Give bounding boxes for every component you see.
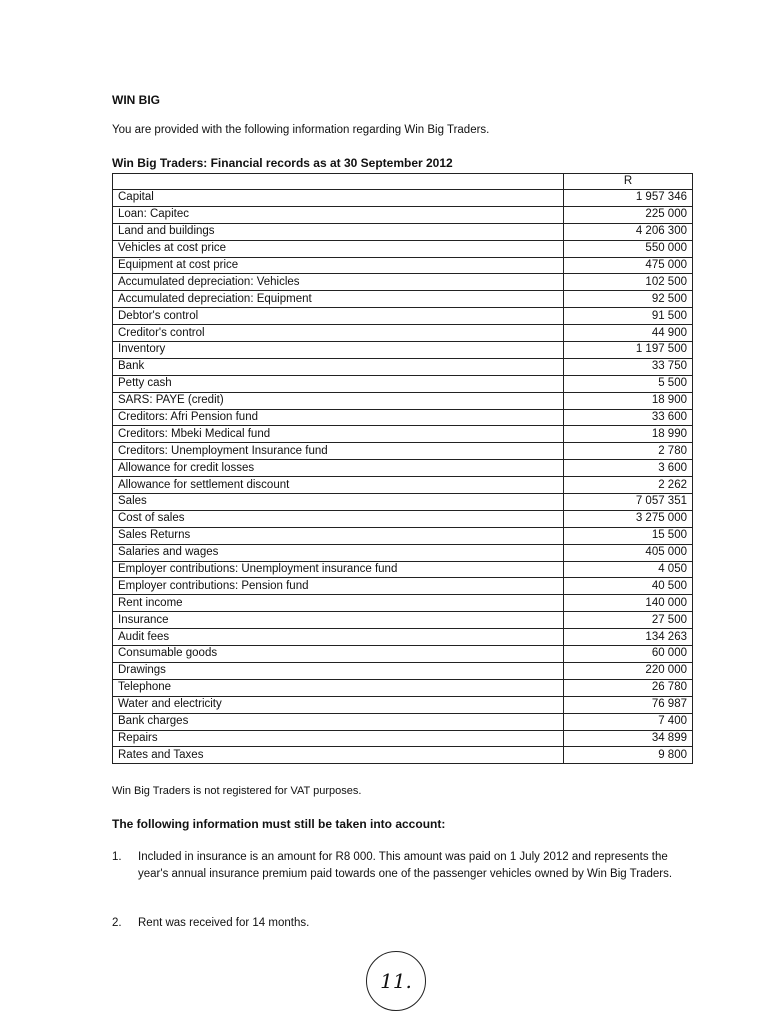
table-row — [113, 510, 693, 527]
table-row — [113, 375, 693, 392]
record-label: Drawings — [113, 662, 564, 679]
record-amount: 5 500 — [564, 375, 693, 392]
record-amount: 550 000 — [564, 240, 693, 257]
table-row — [113, 291, 693, 308]
record-label: Salaries and wages — [113, 544, 564, 561]
record-amount: 405 000 — [564, 544, 693, 561]
record-label: Accumulated depreciation: Vehicles — [113, 274, 564, 291]
table-row — [113, 325, 693, 342]
record-amount: 225 000 — [564, 206, 693, 223]
record-label: Land and buildings — [113, 223, 564, 240]
financial-records-table — [112, 173, 693, 764]
vat-note: Win Big Traders is not registered for VAT purposes. — [112, 785, 362, 797]
document-heading: WIN BIG — [112, 93, 160, 107]
record-amount: 220 000 — [564, 662, 693, 679]
record-amount: 27 500 — [564, 612, 693, 629]
table-row — [113, 409, 693, 426]
record-label: Accumulated depreciation: Equipment — [113, 291, 564, 308]
record-amount: 1 957 346 — [564, 190, 693, 207]
table-row — [113, 747, 693, 764]
table-header-row — [113, 174, 693, 190]
table-row — [113, 696, 693, 713]
table-row — [113, 629, 693, 646]
intro-text: You are provided with the following information regarding Win Big Traders. — [112, 124, 490, 136]
record-amount: 475 000 — [564, 257, 693, 274]
record-label: Consumable goods — [113, 646, 564, 663]
record-amount: 4 050 — [564, 561, 693, 578]
record-label: Sales — [113, 494, 564, 511]
table-row — [113, 257, 693, 274]
record-amount: 15 500 — [564, 527, 693, 544]
item-text: Included in insurance is an amount for R8 000. This amount was paid on 1 July 2012 and represents the year's annual insurance premium paid towards one of the passenger vehicles owned by Win Big Traders. — [138, 851, 673, 880]
record-label: Loan: Capitec — [113, 206, 564, 223]
page-number-circle: 11. — [366, 951, 426, 1011]
record-label: Petty cash — [113, 375, 564, 392]
record-label: Allowance for settlement discount — [113, 477, 564, 494]
table-row — [113, 527, 693, 544]
record-label: Bank — [113, 358, 564, 375]
table-row — [113, 561, 693, 578]
table-row — [113, 358, 693, 375]
record-amount: 33 750 — [564, 358, 693, 375]
record-amount: 26 780 — [564, 679, 693, 696]
table-row — [113, 679, 693, 696]
record-label: Capital — [113, 190, 564, 207]
table-row — [113, 190, 693, 207]
table-row — [113, 342, 693, 359]
record-amount: 18 990 — [564, 426, 693, 443]
table-row — [113, 662, 693, 679]
record-label: Bank charges — [113, 713, 564, 730]
record-label: Equipment at cost price — [113, 257, 564, 274]
table-row — [113, 477, 693, 494]
instructions-title: The following information must still be taken into account: — [112, 817, 446, 831]
table-row — [113, 392, 693, 409]
table-row — [113, 713, 693, 730]
record-amount: 3 600 — [564, 460, 693, 477]
record-label: Creditors: Afri Pension fund — [113, 409, 564, 426]
table-row — [113, 544, 693, 561]
record-label: Insurance — [113, 612, 564, 629]
currency-header: R — [564, 174, 693, 190]
record-amount: 7 400 — [564, 713, 693, 730]
record-label: Rent income — [113, 595, 564, 612]
record-label: Telephone — [113, 679, 564, 696]
record-amount: 60 000 — [564, 646, 693, 663]
record-label: Creditors: Mbeki Medical fund — [113, 426, 564, 443]
record-label: Debtor's control — [113, 308, 564, 325]
record-label: Audit fees — [113, 629, 564, 646]
record-label: Employer contributions: Pension fund — [113, 578, 564, 595]
record-amount: 2 262 — [564, 477, 693, 494]
table-row — [113, 274, 693, 291]
table-row — [113, 240, 693, 257]
header-label-cell — [113, 174, 564, 190]
record-label: Inventory — [113, 342, 564, 359]
table-title: Win Big Traders: Financial records as at 30 September 2012 — [112, 156, 453, 170]
table-row — [113, 578, 693, 595]
record-label: SARS: PAYE (credit) — [113, 392, 564, 409]
item-number: 2. — [112, 917, 122, 929]
record-label: Rates and Taxes — [113, 747, 564, 764]
table-row — [113, 646, 693, 663]
table-row — [113, 460, 693, 477]
record-amount: 140 000 — [564, 595, 693, 612]
record-label: Sales Returns — [113, 527, 564, 544]
table-row — [113, 730, 693, 747]
record-label: Employer contributions: Unemployment insurance fund — [113, 561, 564, 578]
record-amount: 91 500 — [564, 308, 693, 325]
record-amount: 9 800 — [564, 747, 693, 764]
record-label: Creditor's control — [113, 325, 564, 342]
record-amount: 134 263 — [564, 629, 693, 646]
record-amount: 102 500 — [564, 274, 693, 291]
record-amount: 2 780 — [564, 443, 693, 460]
record-amount: 92 500 — [564, 291, 693, 308]
table-row — [113, 494, 693, 511]
record-label: Allowance for credit losses — [113, 460, 564, 477]
record-amount: 44 900 — [564, 325, 693, 342]
record-label: Water and electricity — [113, 696, 564, 713]
record-amount: 1 197 500 — [564, 342, 693, 359]
item-number: 1. — [112, 851, 122, 863]
record-label: Cost of sales — [113, 510, 564, 527]
table-row — [113, 206, 693, 223]
record-amount: 33 600 — [564, 409, 693, 426]
record-label: Repairs — [113, 730, 564, 747]
item-text: Rent was received for 14 months. — [138, 917, 310, 929]
table-row — [113, 308, 693, 325]
record-amount: 7 057 351 — [564, 494, 693, 511]
record-amount: 4 206 300 — [564, 223, 693, 240]
table-row — [113, 426, 693, 443]
table-row — [113, 443, 693, 460]
record-amount: 76 987 — [564, 696, 693, 713]
table-row — [113, 223, 693, 240]
record-amount: 3 275 000 — [564, 510, 693, 527]
record-label: Creditors: Unemployment Insurance fund — [113, 443, 564, 460]
record-label: Vehicles at cost price — [113, 240, 564, 257]
record-amount: 34 899 — [564, 730, 693, 747]
table-row — [113, 595, 693, 612]
table-row — [113, 612, 693, 629]
record-amount: 40 500 — [564, 578, 693, 595]
record-amount: 18 900 — [564, 392, 693, 409]
